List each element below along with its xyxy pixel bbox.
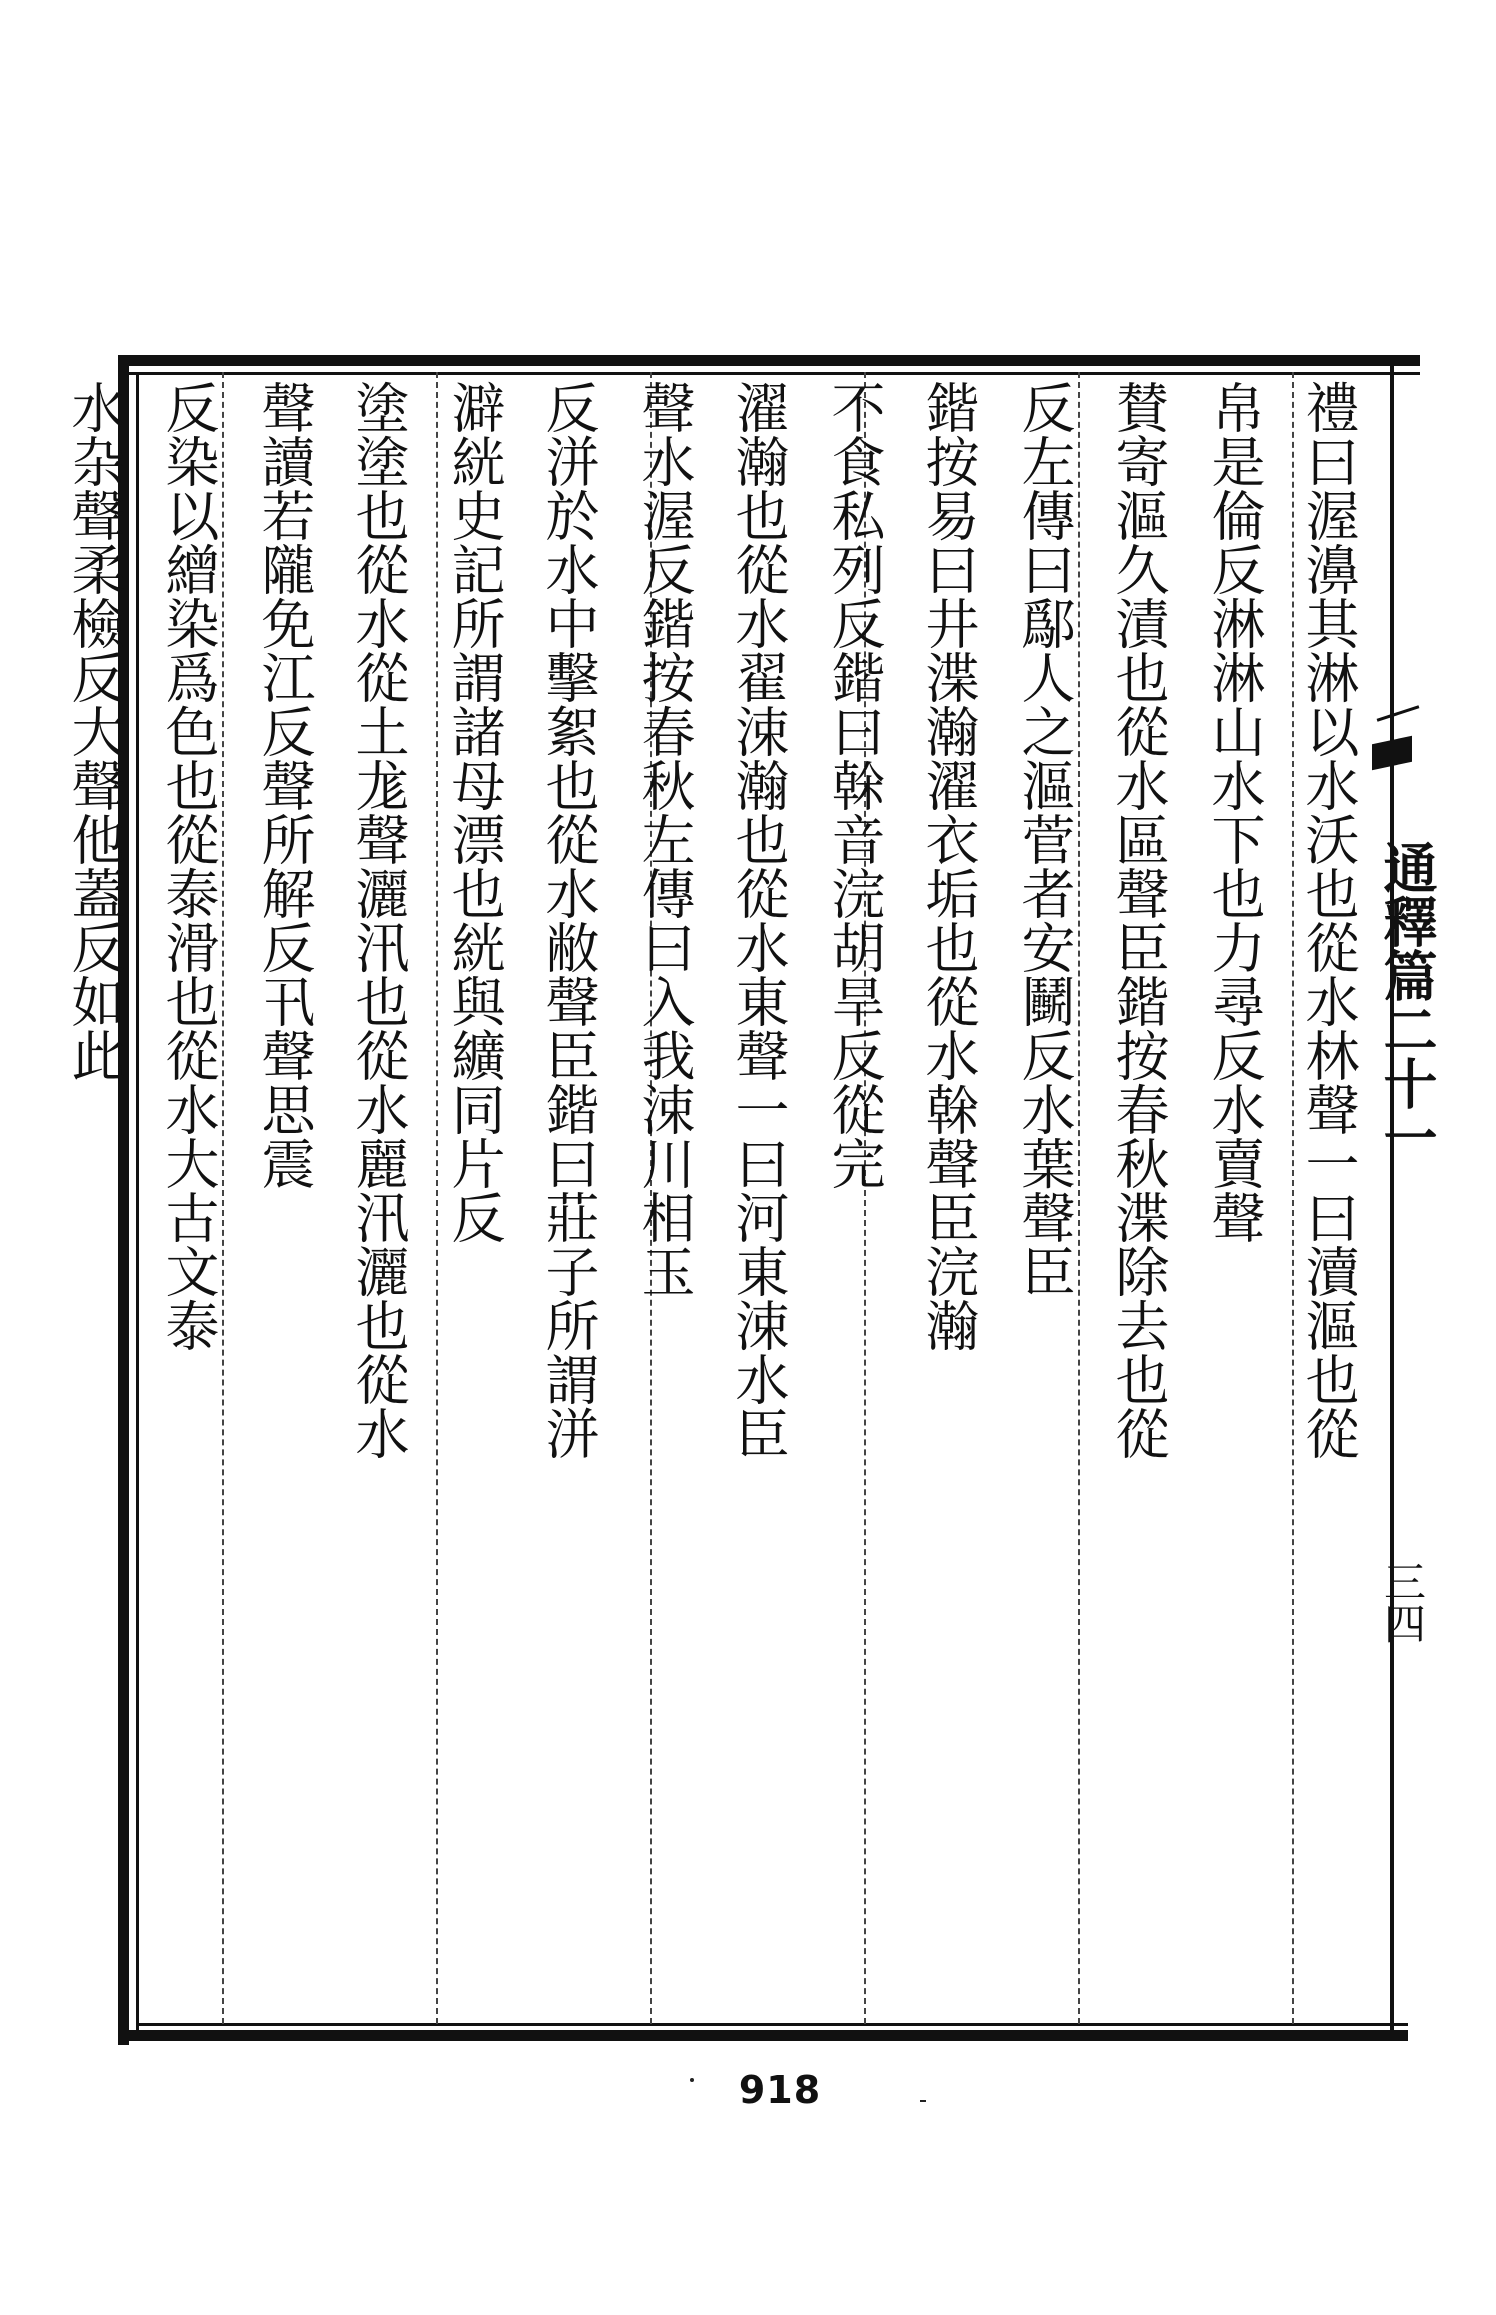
text-column-11: 塗塗也從水從土尨聲灑汛也從水麗汛灑也從水	[347, 380, 410, 1460]
text-column-3: 賛寄漚久漬也從水區聲臣鍇按春秋渫除去也從	[1107, 380, 1170, 1460]
print-speck	[920, 2100, 926, 2102]
text-column-14: 水杂聲柔檢反大聲他蓋反如此	[63, 380, 126, 1082]
text-column-6: 不食私列反鍇曰榦音浣胡旱反從完	[823, 380, 886, 1190]
frame-bottom-inner-border	[136, 2023, 1408, 2026]
text-column-2: 帛是倫反淋淋山水下也力尋反水賣聲	[1203, 380, 1266, 1244]
frame-bottom-border	[118, 2030, 1408, 2041]
column-divider	[436, 372, 438, 2024]
frame-right-border	[1390, 355, 1394, 2041]
page-number: 918	[738, 2068, 822, 2112]
frame-left-inner-border	[136, 372, 139, 2030]
margin-title: 通釋篇二十一	[1375, 840, 1439, 1164]
text-column-8: 聲水渥反鍇按春秋左傳曰入我涑川相玉	[633, 380, 696, 1298]
fishtail-marker-icon	[1372, 736, 1412, 771]
column-divider	[1078, 372, 1080, 2024]
text-column-13: 反染以繒染爲色也從泰滑也從水大古文泰	[157, 380, 220, 1352]
margin-folio: 三四	[1378, 1560, 1427, 1644]
text-column-9: 反洴於水中擊絮也從水敝聲臣鍇曰莊子所謂洴	[537, 380, 600, 1460]
margin-rule	[1377, 705, 1420, 721]
text-column-10: 澼絖史記所謂諸母漂也絖與纊同片反	[443, 380, 506, 1244]
frame-top-inner-border	[118, 372, 1420, 375]
print-speck	[690, 2078, 694, 2082]
text-column-12: 聲讀若隴免江反聲所解反卂聲思震	[253, 380, 316, 1190]
text-column-4: 反左傳曰鄬人之漚菅者安鬭反水葉聲臣	[1013, 380, 1076, 1298]
text-column-7: 濯瀚也從水翟涑瀚也從水東聲一曰河東涑水臣	[727, 380, 790, 1460]
text-column-5: 鍇按易曰井渫瀚濯衣垢也從水榦聲臣浣瀚	[917, 380, 980, 1352]
column-divider	[222, 372, 224, 2024]
column-divider	[1292, 372, 1294, 2024]
text-column-1: 禮曰渥濞其淋以水沃也從水林聲一曰瀆漚也從	[1297, 380, 1360, 1460]
frame-top-border	[118, 355, 1420, 366]
